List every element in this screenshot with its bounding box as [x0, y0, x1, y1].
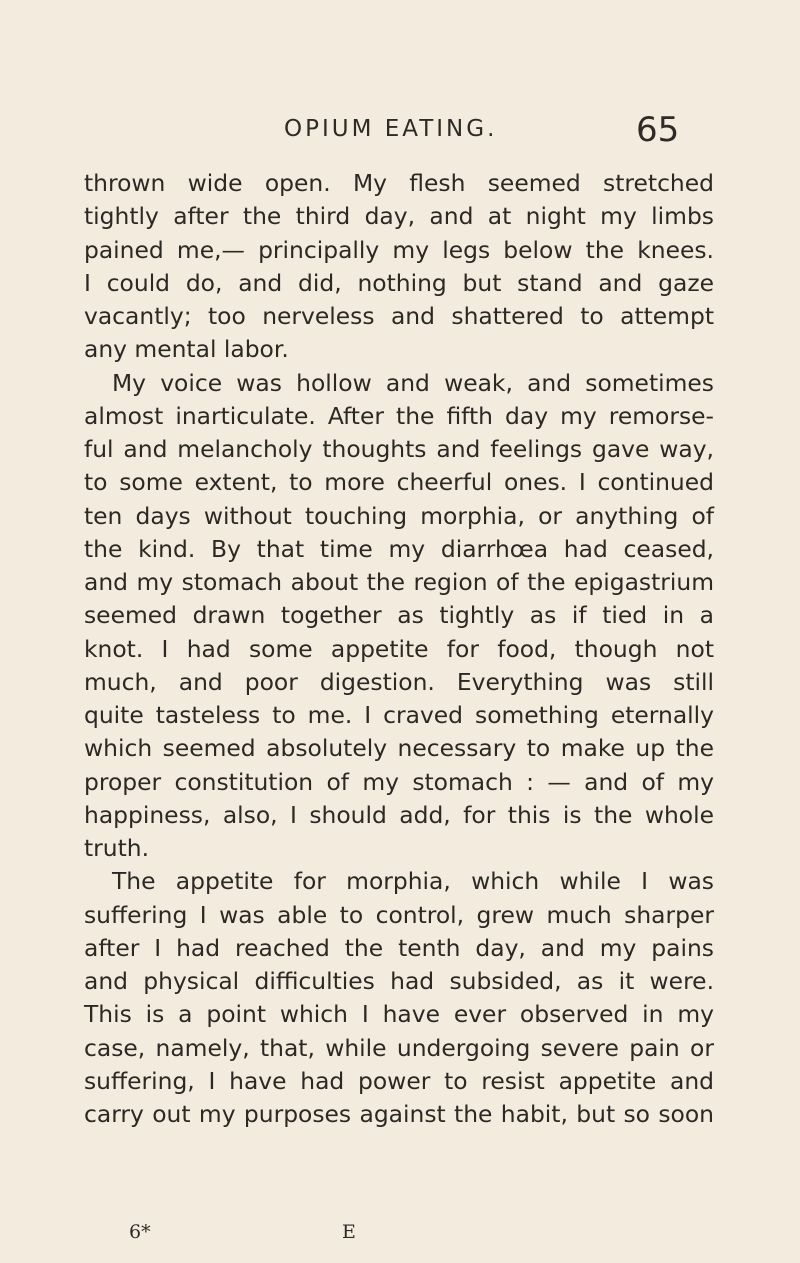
- text-line: thrown wide open. My flesh seemed stretched: [84, 169, 714, 197]
- text-line: carry out my purposes against the habit, but so soon: [84, 1100, 714, 1128]
- text-line: case, namely, that, while undergoing severe pain or: [84, 1033, 714, 1062]
- text-line: much, and poor digestion. Everything was still: [84, 667, 714, 696]
- text-line: quite tasteless to me. I craved something eternally: [84, 701, 714, 729]
- text-line: and physical difficulties had subsided, as it were.: [84, 967, 714, 995]
- text-line: the kind. By that time my diarrhœa had ceased,: [84, 534, 714, 563]
- text-line: ten days without touching morphia, or anything of: [84, 501, 714, 530]
- text-line: knot. I had some appetite for food, though not: [84, 634, 714, 663]
- text-line: to some extent, to more cheerful ones. I continued: [84, 468, 714, 497]
- text-line: almost inarticulate. After the fifth day my remorse-: [84, 401, 714, 430]
- running-head-title: OPIUM EATING.: [284, 116, 498, 142]
- text-line: The appetite for morphia, which while I was: [112, 867, 714, 896]
- text-line: I could do, and did, nothing but stand and gaze: [84, 268, 714, 297]
- running-head: [0, 110, 800, 156]
- text-line: suffering, I have had power to resist appetite and: [84, 1066, 714, 1095]
- text-line: ful and melancholy thoughts and feelings gave way,: [84, 435, 714, 463]
- text-line: seemed drawn together as tightly as if tied in a: [84, 601, 714, 630]
- text-line: suffering I was able to control, grew much sharper: [84, 900, 714, 929]
- text-line: and my stomach about the region of the epigastrium: [84, 568, 714, 596]
- text-line: after I had reached the tenth day, and my pains: [84, 933, 714, 962]
- body-text: [84, 167, 714, 1131]
- signature-letter: E: [342, 1221, 356, 1243]
- text-line: pained me,— principally my legs below the knees.: [84, 235, 714, 264]
- signature-mark: 6*: [129, 1221, 151, 1243]
- text-line: proper constitution of my stomach : — and of my: [84, 767, 714, 796]
- text-line: vacantly; too nerveless and shattered to attempt: [84, 302, 714, 330]
- text-line: happiness, also, I should add, for this is the whole: [84, 800, 714, 829]
- text-line: This is a point which I have ever observed in my: [84, 1000, 714, 1029]
- text-line: truth.: [84, 834, 150, 862]
- text-line: tightly after the third day, and at night my limbs: [84, 202, 714, 231]
- text-line: any mental labor.: [84, 335, 289, 364]
- page-number: 65: [636, 110, 680, 150]
- page-footer: [0, 1221, 800, 1251]
- text-line: My voice was hollow and weak, and sometimes: [112, 368, 714, 397]
- text-line: which seemed absolutely necessary to make up the: [84, 734, 714, 763]
